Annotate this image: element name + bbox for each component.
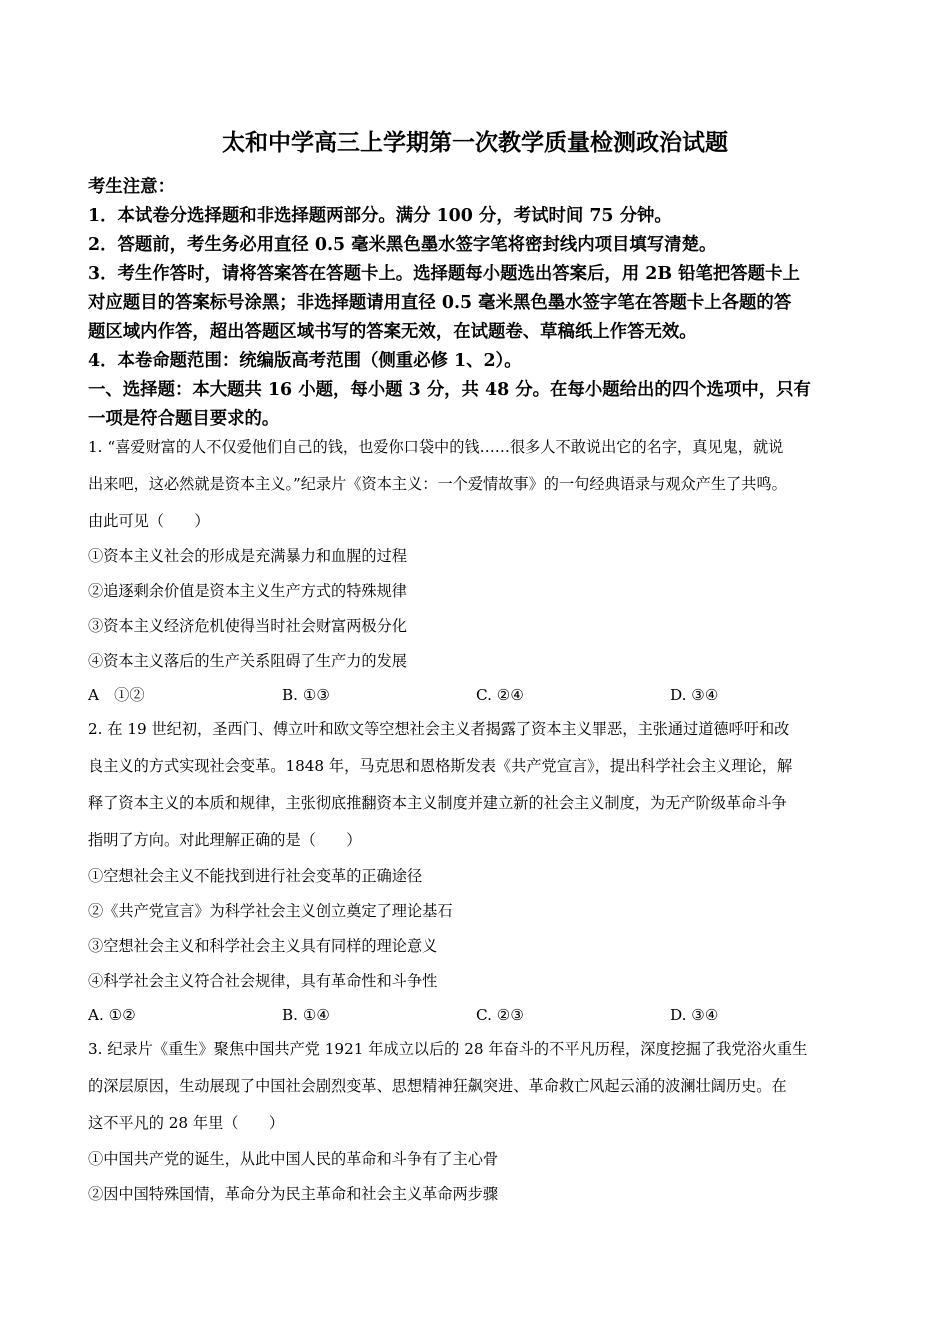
notice-heading: 考生注意： [88,177,175,197]
question-2-option-a: A. ①② [88,1006,136,1024]
section-heading: 一、选择题：本大题共 16 小题，每小题 3 分，共 48 分。在每小题给出的四个选项中，只有 [88,380,811,400]
question-3-item: ①中国共产党的诞生，从此中国人民的革命和斗争有了主心骨 [88,1150,499,1168]
question-2-stem: 良主义的方式实现社会变革。1848 年，马克思和恩格斯发表《共产党宣言》，提出科学社会主义理论，解 [88,757,793,775]
question-2-stem: 释了资本主义的本质和规律，主张彻底推翻资本主义制度并建立新的社会主义制度，为无产阶级革命斗争 [88,794,787,812]
question-3-stem: 的深层原因，生动展现了中国社会剧烈变革、思想精神狂飙突进、革命救亡风起云涌的波澜壮阔历史。在 [88,1077,787,1095]
notice-line: 1．本试卷分选择题和非选择题两部分。满分 100 分，考试时间 75 分钟。 [88,206,672,226]
notice-line: 题区域内作答，超出答题区域书写的答案无效，在试题卷、草稿纸上作答无效。 [88,322,697,342]
question-1-option-c: C. ②④ [476,686,524,704]
question-1-stem: 出来吧，这必然就是资本主义。”纪录片《资本主义：一个爱情故事》的一句经典语录与观众产生了共鸣。 [88,475,787,493]
page-title: 太和中学高三上学期第一次教学质量检测政治试题 [222,129,728,156]
question-2-item: ①空想社会主义不能找到进行社会变革的正确途径 [88,867,423,885]
question-3-stem: 这不平凡的 28 年里（ ） [88,1114,285,1132]
question-2-stem: 指明了方向。对此理解正确的是（ ） [88,831,362,849]
question-1-item: ③资本主义经济危机使得当时社会财富两极分化 [88,617,407,635]
notice-line: 4．本卷命题范围：统编版高考范围（侧重必修 1、2）。 [88,351,522,371]
question-1-stem: 1. “喜爱财富的人不仅爱他们自己的钱，也爱你口袋中的钱……很多人不敢说出它的名字，真见鬼，就说 [88,438,784,456]
notice-line: 3．考生作答时，请将答案答在答题卡上。选择题每小题选出答案后，用 2B 铅笔把答题卡上 [88,264,800,284]
question-2-item: ②《共产党宣言》为科学社会主义创立奠定了理论基石 [88,902,453,920]
question-2-option-b: B. ①④ [282,1006,331,1024]
question-1-option-b: B. ①③ [282,686,331,704]
question-1-stem: 由此可见（ ） [88,512,210,530]
question-2-stem: 2. 在 19 世纪初，圣西门、傅立叶和欧文等空想社会主义者揭露了资本主义罪恶，主张通过道德呼吁和改 [88,720,790,738]
question-2-option-c: C. ②③ [476,1006,524,1024]
question-3-item: ②因中国特殊国情，革命分为民主革命和社会主义革命两步骤 [88,1185,499,1203]
section-heading: 一项是符合题目要求的。 [88,409,280,429]
question-1-item: ④资本主义落后的生产关系阻碍了生产力的发展 [88,652,407,670]
question-3-stem: 3. 纪录片《重生》聚焦中国共产党 1921 年成立以后的 28 年奋斗的不平凡历程，深度挖掘了我党浴火重生 [88,1040,808,1058]
question-2-option-d: D. ③④ [670,1006,719,1024]
question-1-item: ②追逐剩余价值是资本主义生产方式的特殊规律 [88,582,407,600]
question-1-option-a: A ①② [88,686,145,704]
notice-line: 2．答题前，考生务必用直径 0.5 毫米黑色墨水签字笔将密封线内项目填写清楚。 [88,235,717,255]
question-2-item: ③空想社会主义和科学社会主义具有同样的理论意义 [88,937,438,955]
question-1-item: ①资本主义社会的形成是充满暴力和血腥的过程 [88,547,407,565]
notice-line: 对应题目的答案标号涂黑；非选择题请用直径 0.5 毫米黑色墨水签字笔在答题卡上各题的答 [88,293,792,313]
question-1-option-d: D. ③④ [670,686,719,704]
question-2-item: ④科学社会主义符合社会规律，具有革命性和斗争性 [88,972,438,990]
